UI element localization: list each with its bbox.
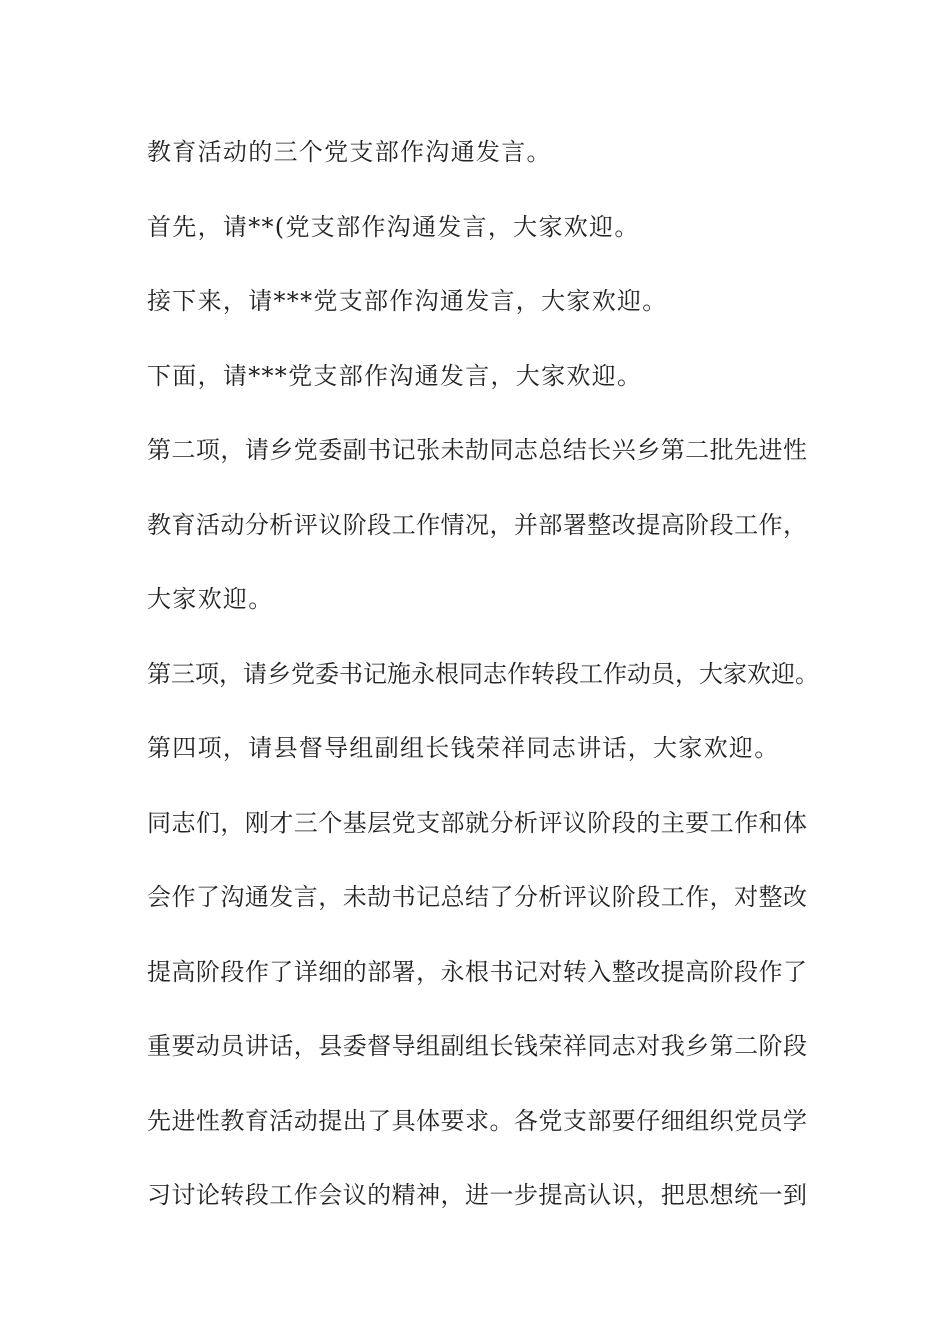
document-line: 会作了沟通发言，未劼书记总结了分析评议阶段工作，对整改 — [147, 883, 807, 911]
document-line: 首先，请**(党支部作沟通发言，大家欢迎。 — [147, 212, 640, 241]
document-line: 第二项，请乡党委副书记张未劼同志总结长兴乡第二批先进性 — [147, 436, 807, 464]
document-line: 提高阶段作了详细的部署，永根书记对转入整改提高阶段作了 — [147, 957, 807, 986]
document-line: 重要动员讲话，县委督导组副组长钱荣祥同志对我乡第二阶段 — [147, 1032, 807, 1060]
document-line: 教育活动分析评议阶段工作情况，并部署整改提高阶段工作， — [147, 510, 807, 539]
document-line: 第四项，请县督导组副组长钱荣祥同志讲话，大家欢迎。 — [147, 734, 780, 762]
document-line: 大家欢迎。 — [147, 585, 274, 613]
document-line: 下面，请***党支部作沟通发言，大家欢迎。 — [147, 361, 643, 390]
document-line: 同志们，刚才三个基层党支部就分析评议阶段的主要工作和体 — [147, 808, 807, 837]
document-body — [147, 128, 819, 1246]
document-line: 接下来，请***党支部作沟通发言，大家欢迎。 — [147, 287, 668, 315]
document-line: 第三项，请乡党委书记施永根同志作转段工作动员，大家欢迎。 — [147, 659, 819, 688]
document-line: 先进性教育活动提出了具体要求。各党支部要仔细组织党员学 — [147, 1106, 807, 1135]
document-line: 习讨论转段工作会议的精神，进一步提高认识，把思想统一到 — [147, 1181, 807, 1209]
document-line: 教育活动的三个党支部作沟通发言。 — [147, 138, 552, 166]
